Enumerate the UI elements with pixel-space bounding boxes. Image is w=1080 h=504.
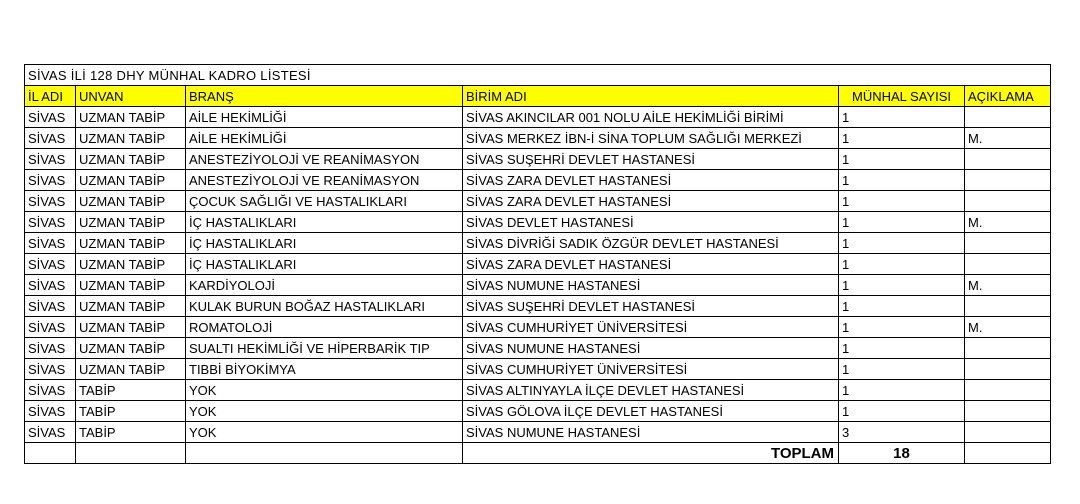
table-body [25,107,1051,443]
cell-aciklama [965,149,1051,170]
header-birim: BİRİM ADI [463,86,839,107]
table-row [25,107,1051,128]
table-row [25,422,1051,443]
title-row [25,65,1051,86]
table-row [25,128,1051,149]
table-row [25,380,1051,401]
cell-brans: İÇ HASTALIKLARI [186,212,463,233]
cell-birim: SİVAS DEVLET HASTANESİ [463,212,839,233]
cell-aciklama [965,107,1051,128]
cell-aciklama [965,401,1051,422]
cell-il: SİVAS [25,233,76,254]
cell-unvan: UZMAN TABİP [76,128,186,149]
cell-aciklama [965,170,1051,191]
cell-il: SİVAS [25,338,76,359]
cell-aciklama [965,254,1051,275]
cell-sayi: 1 [839,128,965,149]
cell-il: SİVAS [25,422,76,443]
table-row [25,212,1051,233]
total-empty-cell [186,443,463,464]
header-unvan: UNVAN [76,86,186,107]
total-empty-cell [965,443,1051,464]
cell-sayi: 1 [839,254,965,275]
cell-birim: SİVAS GÖLOVA İLÇE DEVLET HASTANESİ [463,401,839,422]
cell-il: SİVAS [25,170,76,191]
cell-sayi: 1 [839,170,965,191]
cell-birim: SİVAS CUMHURİYET ÜNİVERSİTESİ [463,317,839,338]
cell-birim: SİVAS ZARA DEVLET HASTANESİ [463,170,839,191]
cell-brans: SUALTI HEKİMLİĞİ VE HİPERBARİK TIP [186,338,463,359]
total-row [25,443,1051,464]
cell-aciklama: M. [965,275,1051,296]
cell-brans: YOK [186,422,463,443]
header-row [25,86,1051,107]
cell-aciklama [965,233,1051,254]
cell-brans: AİLE HEKİMLİĞİ [186,128,463,149]
cell-sayi: 1 [839,401,965,422]
cell-unvan: UZMAN TABİP [76,170,186,191]
cell-brans: İÇ HASTALIKLARI [186,254,463,275]
total-label: TOPLAM [463,443,839,464]
cell-birim: SİVAS ZARA DEVLET HASTANESİ [463,191,839,212]
cell-il: SİVAS [25,401,76,422]
cell-sayi: 1 [839,191,965,212]
cell-sayi: 1 [839,380,965,401]
cell-brans: ÇOCUK SAĞLIĞI VE HASTALIKLARI [186,191,463,212]
cell-unvan: UZMAN TABİP [76,233,186,254]
cell-il: SİVAS [25,107,76,128]
cell-birim: SİVAS MERKEZ İBN-İ SİNA TOPLUM SAĞLIĞI MERKEZİ [463,128,839,149]
cell-sayi: 1 [839,275,965,296]
table-row [25,191,1051,212]
cell-aciklama [965,191,1051,212]
header-sayi: MÜNHAL SAYISI [839,86,965,107]
cell-sayi: 1 [839,212,965,233]
cell-sayi: 1 [839,149,965,170]
cell-aciklama: M. [965,317,1051,338]
cell-sayi: 1 [839,296,965,317]
header-brans: BRANŞ [186,86,463,107]
kadro-table [24,64,1051,464]
cell-sayi: 1 [839,317,965,338]
cell-sayi: 1 [839,359,965,380]
header-aciklama: AÇIKLAMA [965,86,1051,107]
table-row [25,233,1051,254]
cell-birim: SİVAS CUMHURİYET ÜNİVERSİTESİ [463,359,839,380]
cell-sayi: 1 [839,233,965,254]
table-row [25,296,1051,317]
cell-sayi: 1 [839,338,965,359]
cell-aciklama [965,422,1051,443]
cell-aciklama: M. [965,128,1051,149]
cell-il: SİVAS [25,254,76,275]
cell-birim: SİVAS SUŞEHRİ DEVLET HASTANESİ [463,296,839,317]
table-row [25,338,1051,359]
table-row [25,275,1051,296]
cell-unvan: UZMAN TABİP [76,212,186,233]
cell-unvan: UZMAN TABİP [76,317,186,338]
cell-birim: SİVAS NUMUNE HASTANESİ [463,338,839,359]
cell-unvan: TABİP [76,401,186,422]
cell-unvan: UZMAN TABİP [76,275,186,296]
cell-il: SİVAS [25,191,76,212]
cell-il: SİVAS [25,317,76,338]
cell-il: SİVAS [25,359,76,380]
cell-il: SİVAS [25,296,76,317]
cell-il: SİVAS [25,380,76,401]
cell-birim: SİVAS NUMUNE HASTANESİ [463,275,839,296]
cell-brans: YOK [186,380,463,401]
cell-unvan: TABİP [76,380,186,401]
table-row [25,254,1051,275]
cell-birim: SİVAS AKINCILAR 001 NOLU AİLE HEKİMLİĞİ BİRİMİ [463,107,839,128]
cell-unvan: UZMAN TABİP [76,191,186,212]
cell-brans: İÇ HASTALIKLARI [186,233,463,254]
cell-il: SİVAS [25,128,76,149]
cell-il: SİVAS [25,212,76,233]
cell-brans: TIBBİ BİYOKİMYA [186,359,463,380]
cell-aciklama: M. [965,212,1051,233]
table-row [25,317,1051,338]
table-title: SİVAS İLİ 128 DHY MÜNHAL KADRO LİSTESİ [25,65,1051,86]
cell-brans: ANESTEZİYOLOJİ VE REANİMASYON [186,149,463,170]
cell-birim: SİVAS SUŞEHRİ DEVLET HASTANESİ [463,149,839,170]
table-row [25,401,1051,422]
cell-brans: YOK [186,401,463,422]
cell-brans: KULAK BURUN BOĞAZ HASTALIKLARI [186,296,463,317]
cell-birim: SİVAS ALTINYAYLA İLÇE DEVLET HASTANESİ [463,380,839,401]
cell-aciklama [965,359,1051,380]
cell-birim: SİVAS ZARA DEVLET HASTANESİ [463,254,839,275]
cell-sayi: 1 [839,107,965,128]
cell-unvan: UZMAN TABİP [76,107,186,128]
cell-aciklama [965,380,1051,401]
header-il: İL ADI [25,86,76,107]
cell-birim: SİVAS DİVRİĞİ SADIK ÖZGÜR DEVLET HASTANESİ [463,233,839,254]
cell-unvan: UZMAN TABİP [76,254,186,275]
cell-aciklama [965,296,1051,317]
cell-unvan: UZMAN TABİP [76,359,186,380]
cell-unvan: TABİP [76,422,186,443]
cell-unvan: UZMAN TABİP [76,296,186,317]
cell-brans: KARDİYOLOJİ [186,275,463,296]
cell-brans: ROMATOLOJİ [186,317,463,338]
cell-unvan: UZMAN TABİP [76,338,186,359]
total-value: 18 [839,443,965,464]
cell-brans: ANESTEZİYOLOJİ VE REANİMASYON [186,170,463,191]
cell-brans: AİLE HEKİMLİĞİ [186,107,463,128]
cell-sayi: 3 [839,422,965,443]
table-row [25,149,1051,170]
cell-il: SİVAS [25,275,76,296]
total-empty-cell [76,443,186,464]
total-empty-cell [25,443,76,464]
cell-birim: SİVAS NUMUNE HASTANESİ [463,422,839,443]
cell-unvan: UZMAN TABİP [76,149,186,170]
table-row [25,359,1051,380]
cell-il: SİVAS [25,149,76,170]
cell-aciklama [965,338,1051,359]
table-row [25,170,1051,191]
